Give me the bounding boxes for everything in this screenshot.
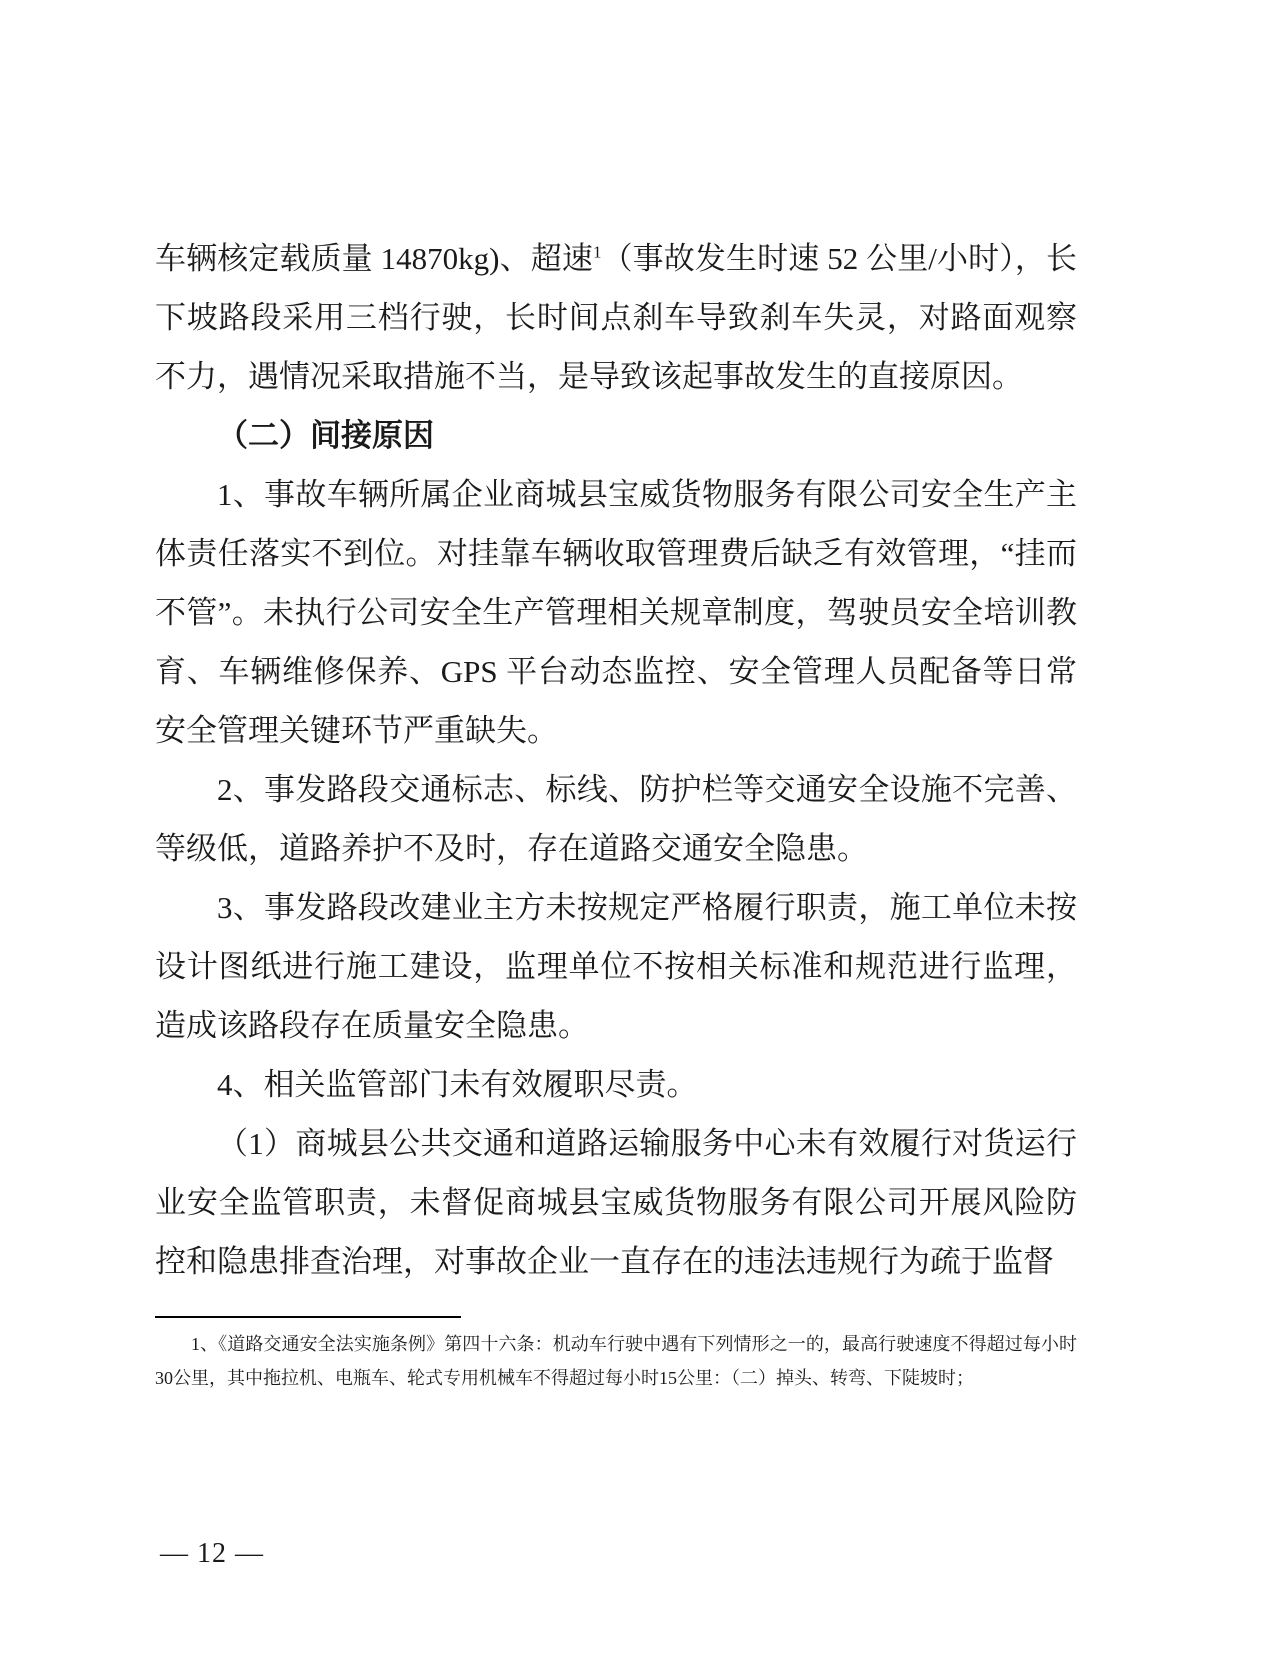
paragraph-direct-cause (155, 229, 1077, 406)
paragraph-indirect-cause-3: 3、事发路段改建业主方未按规定严格履行职责，施工单位未按设计图纸进行施工建设，监理单位不按相关标准和规范进行监理，造成该路段存在质量安全隐患。 (155, 890, 1077, 1043)
footnote-reference-1: 1 (592, 242, 602, 262)
footnote-separator (155, 1316, 461, 1318)
footnote-text: 1、《道路交通安全法实施条例》第四十六条：机动车行驶中遇有下列情形之一的，最高行驶速度不得超过每小时30公里，其中拖拉机、电瓶车、轮式专用机械车不得超过每小时15公里：（二）掉头、转弯、下陡坡时； (155, 1334, 1077, 1388)
paragraph-indirect-cause-1: 1、事故车辆所属企业商城县宝威货物服务有限公司安全生产主体责任落实不到位。对挂靠车辆收取管理费后缺乏有效管理，“挂而不管”。未执行公司安全生产管理相关规章制度，驾驶员安全培训教育、车辆维修保养、GPS 平台动态监控、安全管理人员配备等日常安全管理关键环节严重缺失。 (155, 477, 1077, 748)
paragraph-indirect-cause-4-sub-1: （1）商城县公共交通和道路运输服务中心未有效履行对货运行业安全监管职责，未督促商城县宝威货物服务有限公司开展风险防控和隐患排查治理，对事故企业一直存在的违法违规行为疏于监督 (155, 1126, 1077, 1279)
paragraph-indirect-cause-2: 2、事发路段交通标志、标线、防护栏等交通安全设施不完善、等级低，道路养护不及时，存在道路交通安全隐患。 (155, 772, 1077, 866)
paragraph-indirect-cause-4: 4、相关监管部门未有效履职尽责。 (217, 1067, 698, 1102)
direct-cause-text-after-footnote-ref: （事故发生时速 52 公里/小时），长下坡路段采用三档行驶，长时间点刹车导致刹车失灵，对路面观察不力，遇情况采取措施不当，是导致该起事故发生的直接原因。 (155, 241, 1077, 394)
document-body (155, 229, 1077, 1291)
page-number: — 12 — (160, 1538, 264, 1569)
section-heading-indirect-causes: （二）间接原因 (217, 418, 434, 453)
direct-cause-text-before-footnote-ref: 车辆核定载质量 14870kg)、超速 (155, 241, 593, 276)
